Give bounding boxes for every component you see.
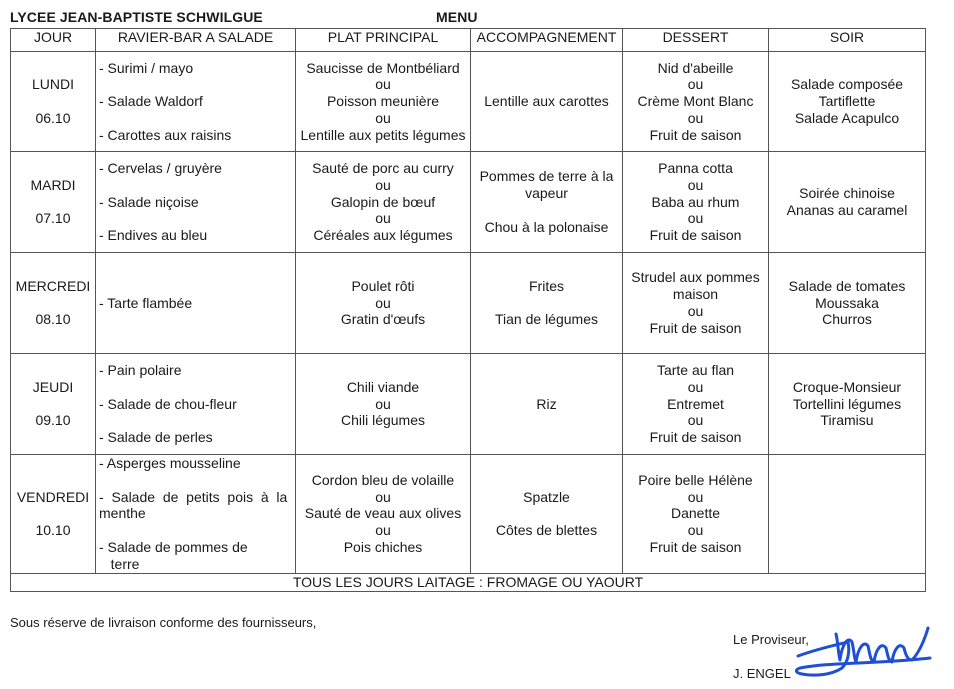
main-dish-line: ou bbox=[375, 109, 391, 126]
salad-line: - Salade de perles bbox=[99, 429, 213, 446]
header-row bbox=[11, 29, 926, 52]
salad-cell bbox=[96, 52, 296, 152]
evening-line: Croque-Monsieur bbox=[792, 378, 902, 395]
handwritten-signature bbox=[790, 618, 940, 680]
day-cell bbox=[11, 253, 96, 354]
evening-cell bbox=[769, 52, 926, 152]
salad-cell bbox=[96, 354, 296, 455]
salad-line: menthe bbox=[99, 505, 146, 522]
salad-line: - Surimi / mayo bbox=[99, 59, 194, 76]
evening-line: Churros bbox=[822, 311, 872, 328]
signature-name: J. ENGEL bbox=[733, 666, 791, 681]
delivery-notice: Sous réserve de livraison conforme des fournisseurs, bbox=[10, 615, 317, 630]
main-dish-line: ou bbox=[375, 210, 391, 227]
salad-line: - Salade de petits pois à la bbox=[99, 488, 288, 505]
main-dish-line: ou bbox=[375, 488, 391, 505]
salad-line bbox=[99, 110, 295, 127]
dessert-line: Entremet bbox=[667, 395, 724, 412]
main-dish-line: ou bbox=[375, 522, 391, 539]
evening-line: Soirée chinoise bbox=[799, 185, 895, 202]
side-dish-line: Lentille aux carottes bbox=[484, 93, 609, 110]
main-dish-line: Lentille aux petits légumes bbox=[300, 126, 466, 143]
day-row-vendredi bbox=[11, 455, 926, 574]
main-dish-line: Poulet rôti bbox=[351, 277, 415, 294]
day-date: 10.10 bbox=[35, 522, 71, 539]
evening-line: Ananas au caramel bbox=[786, 202, 908, 218]
side-dish-cell bbox=[471, 354, 623, 455]
salad-line: terre bbox=[99, 555, 140, 572]
dessert-line: Poire belle Hélène bbox=[638, 471, 753, 488]
evening-line: Salade de tomates bbox=[788, 277, 906, 294]
school-name: LYCEE JEAN-BAPTISTE SCHWILGUE bbox=[10, 9, 263, 25]
side-dish-cell bbox=[471, 455, 623, 574]
salad-cell bbox=[96, 152, 296, 253]
day-row-mardi bbox=[11, 152, 926, 253]
dessert-line: Fruit de saison bbox=[649, 126, 742, 143]
dessert-cell bbox=[623, 152, 769, 253]
main-dish-line: Gratin d'œufs bbox=[340, 311, 426, 328]
day-row-jeudi bbox=[11, 354, 926, 455]
salad-line bbox=[99, 210, 295, 227]
day-date: 08.10 bbox=[35, 311, 71, 328]
signature-role: Le Proviseur, bbox=[733, 632, 809, 647]
side-dish-cell bbox=[471, 52, 623, 152]
salad-line bbox=[99, 522, 295, 539]
main-dish-line: Chili légumes bbox=[340, 412, 426, 429]
dessert-cell bbox=[623, 354, 769, 455]
main-dish-line: Saucisse de Montbéliard bbox=[306, 59, 460, 76]
main-dish-cell bbox=[296, 52, 471, 152]
main-dish-line: Pois chiches bbox=[343, 538, 423, 555]
dessert-line: ou bbox=[687, 109, 704, 126]
main-dish-cell bbox=[296, 152, 471, 253]
main-dish-line: Sauté de porc au curry bbox=[312, 160, 454, 176]
side-dish-line bbox=[471, 505, 622, 522]
dessert-line: Fruit de saison bbox=[649, 538, 742, 555]
salad-cell bbox=[96, 455, 296, 574]
dessert-line: Fruit de saison bbox=[649, 227, 742, 244]
side-dish-line: Côtes de blettes bbox=[495, 522, 598, 539]
dessert-line: ou bbox=[687, 176, 704, 193]
dessert-line: ou bbox=[687, 210, 704, 227]
col-header-main: PLAT PRINCIPAL bbox=[296, 29, 471, 52]
evening-cell bbox=[769, 354, 926, 455]
salad-cell bbox=[96, 253, 296, 354]
evening-line: Tartiflette bbox=[818, 93, 876, 110]
day-date: 09.10 bbox=[35, 412, 71, 429]
daily-dairy-note: TOUS LES JOURS LAITAGE : FROMAGE OU YAOURT bbox=[11, 573, 926, 591]
salad-line: - Carottes aux raisins bbox=[99, 126, 232, 143]
evening-line: Tortellini légumes bbox=[792, 395, 902, 412]
day-name: LUNDI bbox=[31, 76, 74, 93]
main-dish-cell bbox=[296, 354, 471, 455]
col-header-salad: RAVIER-BAR A SALADE bbox=[96, 29, 296, 52]
dessert-line: Danette bbox=[670, 505, 721, 522]
day-name: JEUDI bbox=[32, 378, 74, 395]
salad-line: - Asperges mousseline bbox=[99, 455, 241, 471]
dessert-cell bbox=[623, 253, 769, 354]
day-date: 06.10 bbox=[35, 109, 71, 126]
day-date: 07.10 bbox=[35, 210, 71, 227]
day-row-mercredi bbox=[11, 253, 926, 354]
dessert-cell bbox=[623, 52, 769, 152]
dessert-cell bbox=[623, 455, 769, 574]
dessert-line: Panna cotta bbox=[658, 160, 733, 176]
evening-cell bbox=[769, 152, 926, 253]
salad-line bbox=[99, 379, 295, 396]
side-dish-line: Riz bbox=[536, 395, 557, 412]
day-name: MERCREDI bbox=[15, 277, 91, 294]
col-header-dessert: DESSERT bbox=[623, 29, 769, 52]
main-dish-line: Sauté de veau aux olives bbox=[304, 505, 462, 522]
salad-line bbox=[99, 412, 295, 429]
main-dish-line: Céréales aux légumes bbox=[313, 227, 453, 244]
side-dish-line bbox=[471, 295, 622, 312]
day-cell bbox=[11, 52, 96, 152]
main-dish-line: ou bbox=[375, 395, 391, 412]
side-dish-line: Spatzle bbox=[523, 488, 570, 505]
dessert-line: Fruit de saison bbox=[649, 319, 742, 336]
main-dish-line: ou bbox=[375, 176, 391, 193]
dessert-line: ou bbox=[687, 488, 704, 505]
dessert-line: Fruit de saison bbox=[649, 429, 742, 446]
dessert-line: Strudel aux pommes maison bbox=[631, 269, 764, 303]
side-dish-line: Pommes de terre à la vapeur bbox=[479, 168, 618, 202]
dessert-line: ou bbox=[687, 303, 704, 319]
salad-line: - Cervelas / gruyère bbox=[99, 160, 222, 176]
main-dish-cell bbox=[296, 253, 471, 354]
side-dish-line: Tian de légumes bbox=[495, 311, 598, 328]
evening-cell bbox=[769, 455, 926, 574]
evening-cell bbox=[769, 253, 926, 354]
evening-line: Salade Acapulco bbox=[794, 109, 900, 126]
menu-body bbox=[11, 52, 926, 574]
dessert-line: Tarte au flan bbox=[656, 362, 735, 378]
evening-line: Tiramisu bbox=[820, 412, 874, 429]
footer-row bbox=[11, 573, 926, 591]
dessert-line: Nid d'abeille bbox=[657, 59, 734, 76]
main-dish-cell bbox=[296, 455, 471, 574]
dessert-line: ou bbox=[687, 522, 704, 539]
salad-line: - Pain polaire bbox=[99, 362, 182, 378]
day-name: VENDREDI bbox=[16, 488, 90, 505]
menu-table bbox=[10, 28, 926, 592]
day-name: MARDI bbox=[30, 176, 76, 193]
side-dish-cell bbox=[471, 253, 623, 354]
col-header-side: ACCOMPAGNEMENT bbox=[471, 29, 623, 52]
day-cell bbox=[11, 152, 96, 253]
salad-line: - Salade de chou-fleur bbox=[99, 395, 237, 412]
main-dish-line: Chili viande bbox=[346, 378, 420, 395]
salad-line: - Tarte flambée bbox=[99, 294, 193, 311]
day-row-lundi bbox=[11, 52, 926, 152]
main-dish-line: Poisson meunière bbox=[326, 93, 440, 110]
salad-line bbox=[99, 177, 295, 194]
dessert-line: Baba au rhum bbox=[651, 193, 740, 210]
day-cell bbox=[11, 354, 96, 455]
salad-line: - Salade de pommes de bbox=[99, 538, 248, 555]
menu-title: MENU bbox=[436, 9, 478, 25]
side-dish-line: Frites bbox=[529, 277, 564, 294]
salad-line: - Salade niçoise bbox=[99, 193, 199, 210]
main-dish-line: ou bbox=[375, 76, 391, 93]
dessert-line: ou bbox=[687, 378, 704, 395]
salad-line bbox=[99, 76, 295, 93]
day-cell bbox=[11, 455, 96, 574]
col-header-day: JOUR bbox=[11, 29, 96, 52]
main-dish-line: ou bbox=[375, 294, 391, 311]
col-header-evening: SOIR bbox=[769, 29, 926, 52]
dessert-line: ou bbox=[687, 76, 704, 93]
evening-line: Moussaka bbox=[815, 294, 879, 311]
dessert-line: Crème Mont Blanc bbox=[637, 93, 754, 110]
side-dish-line: Chou à la polonaise bbox=[484, 218, 609, 235]
salad-line bbox=[99, 472, 295, 489]
main-dish-line: Galopin de bœuf bbox=[330, 193, 436, 210]
side-dish-cell bbox=[471, 152, 623, 253]
main-dish-line: Cordon bleu de volaille bbox=[311, 471, 455, 488]
side-dish-line bbox=[471, 202, 622, 219]
salad-line: - Salade Waldorf bbox=[99, 93, 203, 110]
dessert-line: ou bbox=[687, 412, 704, 429]
evening-line: Salade composée bbox=[790, 76, 904, 93]
salad-line: - Endives au bleu bbox=[99, 227, 208, 244]
